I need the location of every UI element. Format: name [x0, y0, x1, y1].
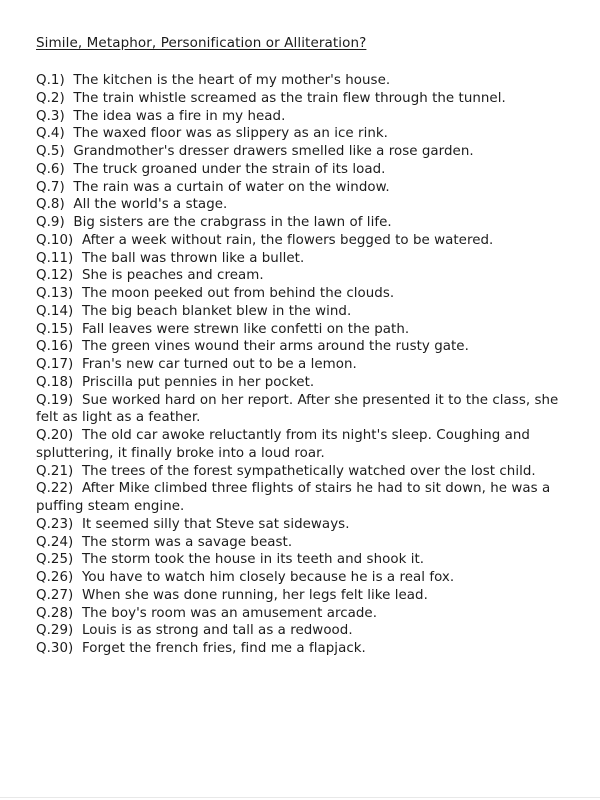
question-text: Fall leaves were strewn like confetti on the path. — [81, 321, 410, 337]
question-item — [36, 232, 566, 250]
question-item — [36, 90, 566, 108]
question-number: Q.10) — [36, 232, 74, 248]
question-text: It seemed silly that Steve sat sideways. — [81, 516, 350, 532]
question-item — [36, 214, 566, 232]
question-number: Q.16) — [36, 339, 74, 355]
question-number: Q.15) — [36, 321, 74, 337]
question-item — [36, 285, 566, 303]
question-number: Q.2) — [36, 90, 65, 106]
question-item — [36, 250, 566, 268]
question-text: The storm was a savage beast. — [81, 534, 293, 550]
question-number: Q.28) — [36, 605, 74, 621]
question-text: The kitchen is the heart of my mother's house. — [73, 73, 391, 88]
question-number: Q.19) — [36, 392, 74, 408]
question-text: The train whistle screamed as the train flew through the tunnel. — [73, 90, 506, 106]
question-text: The trees of the forest sympathetically watched over the lost child. — [81, 463, 536, 479]
question-number: Q.11) — [36, 250, 74, 266]
question-item — [36, 356, 566, 374]
question-number: Q.18) — [36, 374, 74, 390]
question-text: The truck groaned under the strain of its load. — [73, 161, 386, 177]
question-number: Q.1) — [36, 73, 65, 88]
question-text: Forget the french fries, find me a flapjack. — [81, 641, 366, 656]
question-number: Q.23) — [36, 516, 74, 532]
question-item — [36, 179, 566, 197]
question-item — [36, 534, 566, 552]
question-item — [36, 143, 566, 161]
question-number: Q.6) — [36, 161, 65, 177]
question-item — [36, 427, 566, 463]
question-item — [36, 640, 566, 658]
question-text: The waxed floor was as slippery as an ice rink. — [73, 126, 388, 142]
question-number: Q.29) — [36, 623, 74, 639]
question-text: Priscilla put pennies in her pocket. — [81, 374, 315, 390]
question-text: The ball was thrown like a bullet. — [81, 250, 305, 266]
question-item — [36, 480, 566, 516]
question-number: Q.26) — [36, 570, 74, 585]
question-text: The old car awoke reluctantly from its night's sleep. Coughing and spluttering, it finally broke into a loud roar. — [36, 428, 530, 461]
question-text: Louis is as strong and tall as a redwood. — [81, 623, 353, 639]
question-item — [36, 374, 566, 392]
question-text: The moon peeked out from behind the clouds. — [81, 286, 395, 301]
question-number: Q.21) — [36, 463, 74, 479]
question-text: She is peaches and cream. — [81, 268, 264, 284]
question-text: The big beach blanket blew in the wind. — [81, 303, 352, 319]
question-number: Q.12) — [36, 268, 74, 284]
question-number: Q.3) — [36, 108, 65, 124]
question-item — [36, 605, 566, 623]
question-text: The green vines wound their arms around the rusty gate. — [81, 339, 469, 355]
question-item — [36, 338, 566, 356]
question-item — [36, 569, 566, 587]
question-number: Q.14) — [36, 303, 74, 319]
question-text: Grandmother's dresser drawers smelled like a rose garden. — [73, 144, 474, 159]
question-number: Q.13) — [36, 286, 74, 301]
question-item — [36, 392, 566, 428]
question-item — [36, 267, 566, 285]
question-item — [36, 72, 566, 90]
question-number: Q.27) — [36, 587, 74, 603]
question-text: Sue worked hard on her report. After she presented it to the class, she felt as light as a feather. — [36, 392, 559, 426]
worksheet-title: Simile, Metaphor, Personification or Alliteration? — [36, 35, 367, 51]
question-number: Q.8) — [36, 197, 65, 213]
question-number: Q.5) — [36, 144, 65, 159]
question-item — [36, 463, 566, 481]
question-text: The rain was a curtain of water on the window. — [73, 179, 390, 195]
worksheet-content — [36, 34, 566, 658]
question-number: Q.9) — [36, 215, 65, 230]
question-text: You have to watch him closely because he is a real fox. — [81, 570, 455, 585]
question-number: Q.24) — [36, 534, 74, 550]
question-item — [36, 125, 566, 143]
question-text: The idea was a fire in my head. — [73, 108, 286, 124]
question-number: Q.30) — [36, 641, 74, 656]
question-text: After a week without rain, the flowers begged to be watered. — [81, 232, 494, 248]
question-list — [36, 72, 566, 658]
question-item — [36, 516, 566, 534]
question-text: When she was done running, her legs felt like lead. — [81, 587, 428, 603]
question-number: Q.4) — [36, 126, 65, 142]
question-text: All the world's a stage. — [73, 197, 228, 213]
question-text: The boy's room was an amusement arcade. — [81, 605, 378, 621]
question-item — [36, 587, 566, 605]
question-text: The storm took the house in its teeth and shook it. — [81, 552, 425, 568]
question-number: Q.7) — [36, 179, 65, 195]
question-number: Q.25) — [36, 552, 74, 568]
question-number: Q.17) — [36, 357, 74, 372]
question-item — [36, 108, 566, 126]
question-item — [36, 196, 566, 214]
question-item — [36, 303, 566, 321]
question-item — [36, 321, 566, 339]
question-item — [36, 551, 566, 569]
question-text: Big sisters are the crabgrass in the lawn of life. — [73, 215, 392, 230]
question-number: Q.20) — [36, 428, 74, 443]
question-text: Fran's new car turned out to be a lemon. — [81, 357, 357, 372]
question-text: After Mike climbed three flights of stairs he had to sit down, he was a puffing steam engine. — [36, 481, 551, 514]
question-item — [36, 622, 566, 640]
question-number: Q.22) — [36, 481, 74, 497]
question-item — [36, 161, 566, 179]
page-bottom-divider — [0, 797, 600, 798]
